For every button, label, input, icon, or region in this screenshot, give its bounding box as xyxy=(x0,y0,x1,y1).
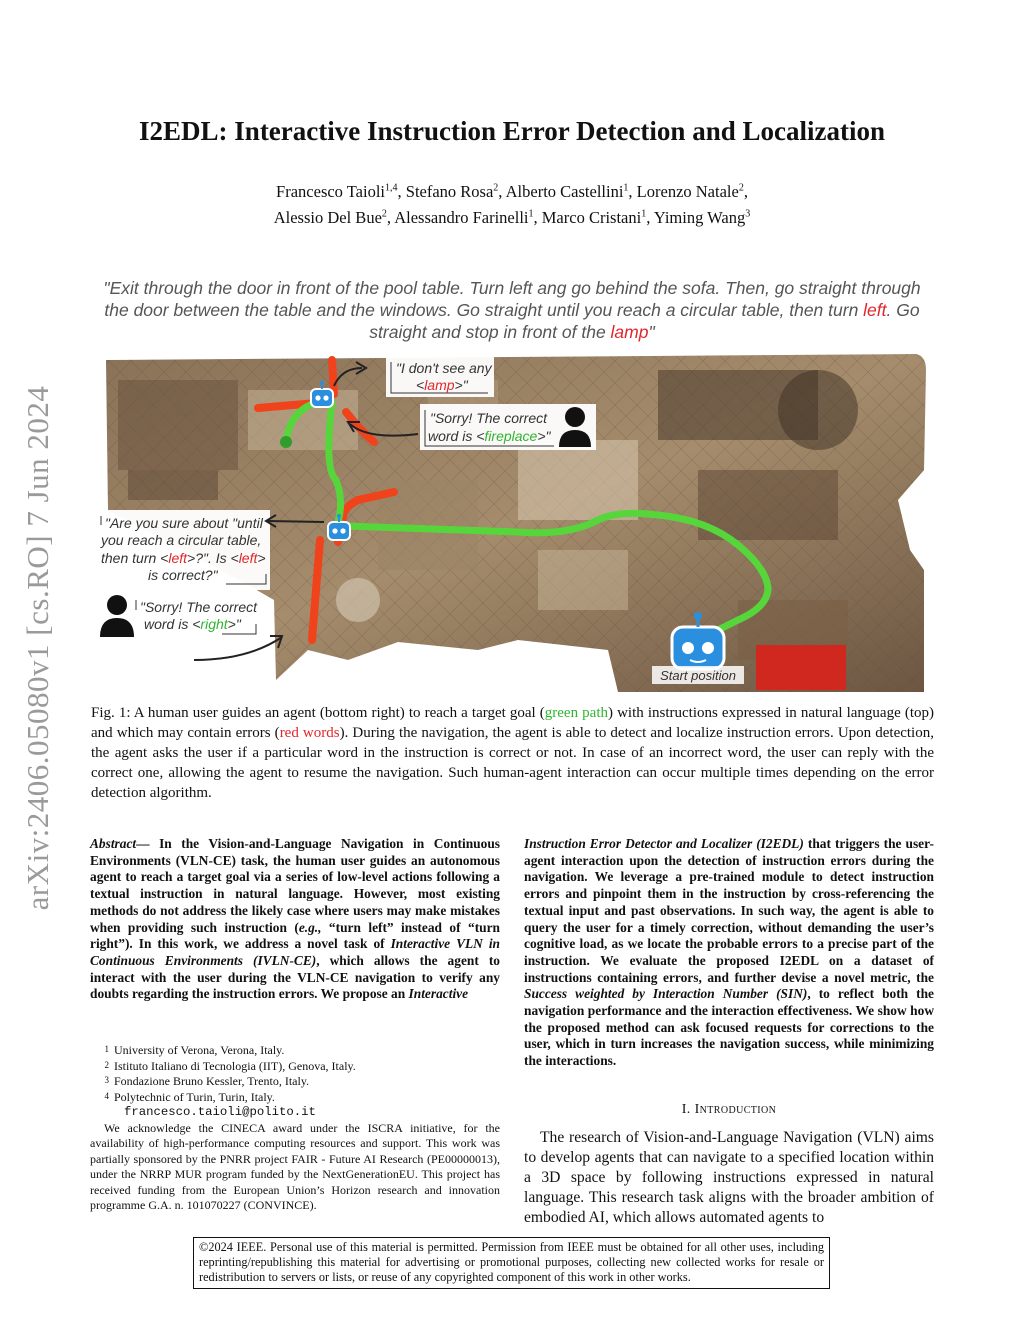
author: Alessio Del Bue$^2$, xyxy=(273,208,395,227)
arxiv-stamp xyxy=(12,360,64,935)
author: Francesco Taioli$^{1,4}$, xyxy=(276,181,406,201)
user-correction-bubble-2 xyxy=(98,595,264,641)
figure-1 xyxy=(98,350,928,695)
svg-text:"Sorry! The correct: "Sorry! The correct xyxy=(430,410,547,426)
abstract: Abstract— In the Vision-and-Language Navigation in Continuous Environments (VLN-CE) task, the human user guides an autonomous agent to reach a target goal via a series of low-level actions following a textual instruction in natural language. However, most existing methods do not address the likely case where users may make mistakes when providing such instruction (e.g., “turn left” instead of “turn right”). In this work, we address a novel task of Interactive VLN in Continuous Environments (IVLN-CE), which allows the agent to interact with the user during the VLN-CE navigation to verify any doubts regarding the instruction errors. We propose an Interactive xyxy=(90,836,500,1002)
affiliation-4: 4 Polytechnic of Turin, Turin, Italy. xyxy=(104,1089,275,1104)
svg-text:"I don't see any: "I don't see any xyxy=(396,360,492,376)
affiliation-1: 1 University of Verona, Verona, Italy. xyxy=(104,1043,285,1057)
footnotes xyxy=(90,1043,500,1214)
affiliation-2: 2 Istituto Italiano di Tecnologia (IIT), Genova, Italy. xyxy=(104,1058,356,1073)
svg-text:is correct?": is correct?" xyxy=(148,567,218,583)
svg-text:"Are you sure about "until: "Are you sure about "until xyxy=(105,515,263,531)
agent-question-bubble-1 xyxy=(386,355,494,397)
goal-marker xyxy=(280,436,292,448)
acknowledgment: We acknowledge the CINECA award under the ISCRA initiative, for the availability of high-performance computing resources and support. This work was partially sponsored by the PNRR project FAIR - Future AI Research (PE00000013), under the NRRP MUR program funded by the NextGenerationEU. This project has received funding from the European Union’s Horizon research and innovation programme G.A. n. 101070227 (CONVINCE). xyxy=(90,1120,500,1212)
author: Stefano Rosa$^2$, xyxy=(405,181,506,201)
svg-text:you reach a circular table,: you reach a circular table, xyxy=(101,532,262,548)
copyright-notice: ©2024 IEEE. Personal use of this material is permitted. Permission from IEEE must be obtained for all other uses, including reprinting/republishing this material for advertising or promotional purposes, collecting new collected works for resale or redistribution to servers or lists, or reuse of any copyrighted component of this work in other works. xyxy=(193,1237,830,1289)
paper-title: I2EDL: Interactive Instruction Error Detection and Localization xyxy=(139,116,885,146)
svg-text:word is <right>": word is <right>" xyxy=(144,616,241,632)
svg-text:word is <fireplace>": word is <fireplace>" xyxy=(428,428,551,444)
introduction-text: The research of Vision-and-Language Navigation (VLN) aims to develop agents that can navigate to a specified location within a 3D space by following instructions expressed in natural language. This research task aligns with the broader ambition of embodied AI, which allows automated agents to xyxy=(524,1129,934,1226)
arxiv-id: arXiv:2406.05080v1 [cs.RO] 7 Jun 2024 xyxy=(20,385,55,910)
author-line-2 xyxy=(0,203,1024,230)
abstract-continued: Instruction Error Detector and Localizer (I2EDL) that triggers the user-agent interaction upon the detection of instruction errors during the navigation. We leverage a pre-trained module to detect instruction errors and pinpoint them in the instruction by cross-referencing the textual input and past observations. In such way, the agent is able to query the user for a timely correction, without demanding the user’s cognitive load, as we locate the probable errors to a precise part of the instruction. We evaluate the proposed I2EDL on a dataset of instructions containing errors, and further devise a novel metric, the Success weighted by Interaction Number (SIN), to reflect both the navigation performance and the interaction effectiveness. We show how the proposed method can ask focused requests for corrections to the user, which in turn increases the navigation success, while minimizing the interactions. xyxy=(524,836,934,1069)
figure-caption: Fig. 1: A human user guides an agent (bottom right) to reach a target goal (green path) with instructions expressed in natural language (top) and which may contain errors (red words). During the navigation, the agent is able to detect and localize instruction errors. Upon detection, the agent asks the user if a particular word in the instruction is correct or not. In case of an incorrect word, the user can reply with the correct one, allowing the agent to resume the navigation. Such human-agent interaction can occur multiple times depending on the error detection algorithm. xyxy=(91,705,934,801)
author-list xyxy=(0,176,1024,229)
error-word: left xyxy=(863,300,887,320)
contact-email[interactable]: francesco.taioli@polito.it xyxy=(124,1105,316,1119)
section-heading-introduction: I. Introduction xyxy=(681,1102,777,1117)
user-correction-bubble-1 xyxy=(420,404,596,450)
instruction-text: "Exit through the door in front of the pool table. Turn left ang go behind the sofa. Then, go straight through the door between the table and the windows. Go straight until you reach a circular table, then turn left. Go straight and stop in front of the lamp" xyxy=(103,278,921,342)
arrow xyxy=(268,521,324,522)
svg-text:"Sorry! The correct: "Sorry! The correct xyxy=(140,599,257,615)
author-line-1 xyxy=(0,176,1024,203)
start-position-label: Start position xyxy=(660,668,736,683)
svg-text:<lamp>": <lamp>" xyxy=(416,377,468,393)
author: Alessandro Farinelli$^1$, xyxy=(394,208,542,227)
affiliation-3: 3 Fondazione Bruno Kessler, Trento, Italy. xyxy=(104,1074,310,1088)
agent-question-bubble-2 xyxy=(98,510,270,590)
author: Yiming Wang$^3$ xyxy=(653,208,751,227)
author: Marco Cristani$^1$, xyxy=(541,208,654,227)
author: Alberto Castellini$^1$, xyxy=(505,181,637,201)
author: Lorenzo Natale$^2$, xyxy=(636,181,748,201)
error-word: lamp xyxy=(610,322,649,342)
svg-text:then turn <left>?". Is <left>: then turn <left>?". Is <left> xyxy=(101,550,266,566)
